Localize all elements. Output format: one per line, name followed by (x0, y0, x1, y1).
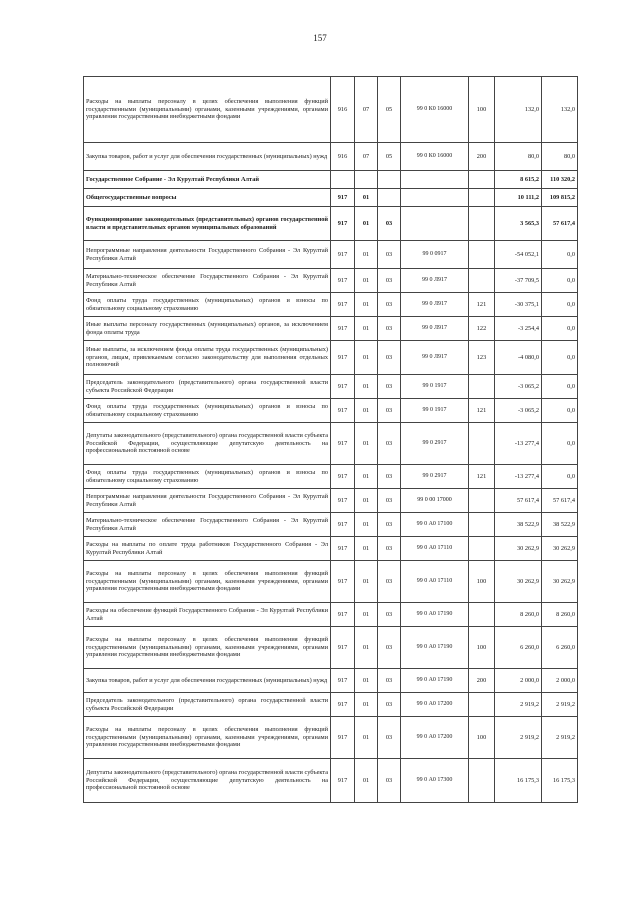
row-name: Депутаты законодательного (представительного) органа государственной власти субъекта Российской Федерации, осуществляющие депутатскую деятельность на профессиональной постоянной основе (84, 423, 331, 465)
row-subsection: 03 (378, 399, 401, 423)
row-amount-1: 30 262,9 (495, 537, 542, 561)
table-row (84, 603, 578, 627)
row-amount-1: 2 919,2 (495, 717, 542, 759)
row-name: Фонд оплаты труда государственных (муниципальных) органов и взносы по обязательному социальному страхованию (84, 465, 331, 489)
row-target-article: 99 0 1917 (401, 399, 469, 423)
row-target-article: 99 0 А0 17190 (401, 603, 469, 627)
row-subsection: 03 (378, 465, 401, 489)
row-subsection: 03 (378, 423, 401, 465)
row-amount-2: 132,0 (542, 77, 578, 143)
row-expense-type: 121 (469, 293, 495, 317)
row-expense-type (469, 489, 495, 513)
row-subsection: 03 (378, 627, 401, 669)
table-row (84, 269, 578, 293)
row-grbs: 917 (331, 423, 355, 465)
row-amount-1: -3 254,4 (495, 317, 542, 341)
row-expense-type (469, 693, 495, 717)
table-row (84, 537, 578, 561)
row-target-article: 99 0 А0 17300 (401, 759, 469, 803)
row-expense-type (469, 189, 495, 207)
row-expense-type: 121 (469, 399, 495, 423)
row-amount-1: 10 111,2 (495, 189, 542, 207)
row-amount-1: 6 260,0 (495, 627, 542, 669)
row-target-article: 99 0 К0 16000 (401, 143, 469, 171)
row-name: Расходы на выплаты персоналу в целях обеспечения выполнения функций государственными (муниципальными) органами, казенными учреждениями, органами управления государственными внебюджетными фондами (84, 561, 331, 603)
row-section: 01 (355, 489, 378, 513)
row-name: Фонд оплаты труда государственных (муниципальных) органов и взносы по обязательному социальному страхованию (84, 293, 331, 317)
row-grbs: 917 (331, 293, 355, 317)
budget-table-body (84, 77, 578, 803)
row-name: Общегосударственные вопросы (84, 189, 331, 207)
row-grbs: 917 (331, 561, 355, 603)
row-amount-1: -30 375,1 (495, 293, 542, 317)
row-section: 01 (355, 759, 378, 803)
row-amount-1: 38 522,9 (495, 513, 542, 537)
row-grbs: 917 (331, 603, 355, 627)
row-target-article: 99 0 Л917 (401, 293, 469, 317)
table-row (84, 317, 578, 341)
row-grbs: 917 (331, 317, 355, 341)
table-row (84, 293, 578, 317)
row-expense-type: 122 (469, 317, 495, 341)
row-target-article: 99 0 0917 (401, 241, 469, 269)
row-grbs: 917 (331, 717, 355, 759)
row-amount-2: 2 919,2 (542, 717, 578, 759)
table-row (84, 77, 578, 143)
row-amount-1: 132,0 (495, 77, 542, 143)
row-expense-type: 100 (469, 717, 495, 759)
row-grbs: 916 (331, 77, 355, 143)
row-expense-type (469, 241, 495, 269)
row-amount-2: 2 000,0 (542, 669, 578, 693)
table-row (84, 693, 578, 717)
row-name: Иные выплаты персоналу государственных (муниципальных) органов, за исключением фонда оплаты труда (84, 317, 331, 341)
row-section: 01 (355, 241, 378, 269)
table-row (84, 241, 578, 269)
row-target-article: 99 0 А0 17110 (401, 561, 469, 603)
row-subsection: 03 (378, 293, 401, 317)
row-section: 07 (355, 77, 378, 143)
row-expense-type: 100 (469, 561, 495, 603)
row-grbs: 917 (331, 465, 355, 489)
row-section: 01 (355, 423, 378, 465)
row-expense-type (469, 269, 495, 293)
row-subsection: 03 (378, 513, 401, 537)
row-target-article: 99 0 А0 17190 (401, 669, 469, 693)
table-row (84, 513, 578, 537)
row-target-article: 99 0 К0 16000 (401, 77, 469, 143)
row-amount-2: 30 262,9 (542, 537, 578, 561)
row-subsection: 03 (378, 241, 401, 269)
row-amount-2: 0,0 (542, 269, 578, 293)
row-subsection (378, 189, 401, 207)
row-name: Закупка товаров, работ и услуг для обеспечения государственных (муниципальных) нужд (84, 143, 331, 171)
row-target-article (401, 171, 469, 189)
row-subsection: 03 (378, 669, 401, 693)
row-amount-1: -13 277,4 (495, 423, 542, 465)
row-amount-2: 8 260,0 (542, 603, 578, 627)
row-subsection: 03 (378, 561, 401, 603)
row-expense-type (469, 171, 495, 189)
row-amount-2: 57 617,4 (542, 489, 578, 513)
row-section: 01 (355, 375, 378, 399)
row-subsection: 03 (378, 269, 401, 293)
row-name: Расходы на выплаты по оплате труда работников Государственного Собрания - Эл Курултай Республики Алтай (84, 537, 331, 561)
row-amount-1: 8 615,2 (495, 171, 542, 189)
table-row (84, 423, 578, 465)
row-section: 01 (355, 189, 378, 207)
table-row (84, 465, 578, 489)
row-amount-1: 30 262,9 (495, 561, 542, 603)
row-expense-type (469, 537, 495, 561)
row-name: Функционирование законодательных (представительных) органов государственной власти и представительных органов муниципальных образований (84, 207, 331, 241)
row-grbs: 917 (331, 669, 355, 693)
row-target-article: 99 0 Л917 (401, 341, 469, 375)
row-subsection: 05 (378, 143, 401, 171)
row-amount-2: 57 617,4 (542, 207, 578, 241)
row-subsection: 03 (378, 207, 401, 241)
row-amount-2: 0,0 (542, 341, 578, 375)
row-amount-2: 16 175,3 (542, 759, 578, 803)
row-amount-1: -3 065,2 (495, 375, 542, 399)
row-grbs (331, 171, 355, 189)
row-amount-1: 2 919,2 (495, 693, 542, 717)
row-grbs: 917 (331, 269, 355, 293)
row-amount-2: 6 260,0 (542, 627, 578, 669)
row-target-article: 99 0 00 17000 (401, 489, 469, 513)
row-subsection: 03 (378, 375, 401, 399)
row-section: 01 (355, 399, 378, 423)
row-grbs: 917 (331, 207, 355, 241)
row-target-article: 99 0 1917 (401, 375, 469, 399)
table-row (84, 627, 578, 669)
row-subsection: 03 (378, 693, 401, 717)
row-subsection: 03 (378, 317, 401, 341)
row-amount-1: 16 175,3 (495, 759, 542, 803)
row-amount-2: 110 320,2 (542, 171, 578, 189)
row-section: 01 (355, 693, 378, 717)
table-row (84, 561, 578, 603)
row-section: 01 (355, 465, 378, 489)
row-target-article: 99 0 Л917 (401, 269, 469, 293)
row-grbs: 917 (331, 341, 355, 375)
row-target-article: 99 0 А0 17110 (401, 537, 469, 561)
row-expense-type (469, 375, 495, 399)
row-expense-type: 121 (469, 465, 495, 489)
row-section: 01 (355, 561, 378, 603)
row-target-article: 99 0 2917 (401, 465, 469, 489)
row-section: 01 (355, 603, 378, 627)
row-section: 01 (355, 207, 378, 241)
row-amount-1: -4 080,0 (495, 341, 542, 375)
row-target-article: 99 0 Л917 (401, 317, 469, 341)
row-expense-type: 100 (469, 627, 495, 669)
row-name: Расходы на выплаты персоналу в целях обеспечения выполнения функций государственными (муниципальными) органами, казенными учреждениями, органами управления государственными внебюджетными фондами (84, 717, 331, 759)
row-section: 01 (355, 341, 378, 375)
row-subsection: 03 (378, 603, 401, 627)
row-grbs: 916 (331, 143, 355, 171)
row-expense-type: 123 (469, 341, 495, 375)
row-section: 01 (355, 513, 378, 537)
row-amount-1: 8 260,0 (495, 603, 542, 627)
table-row (84, 717, 578, 759)
row-name: Расходы на выплаты персоналу в целях обеспечения выполнения функций государственными (муниципальными) органами, казенными учреждениями, органами управления государственными внебюджетными фондами (84, 77, 331, 143)
row-subsection: 03 (378, 759, 401, 803)
row-subsection: 03 (378, 489, 401, 513)
row-amount-2: 38 522,9 (542, 513, 578, 537)
row-section: 01 (355, 627, 378, 669)
row-amount-1: 3 565,3 (495, 207, 542, 241)
row-section: 01 (355, 717, 378, 759)
row-name: Председатель законодательного (представительного) органа государственной власти субъекта Российской Федерации (84, 693, 331, 717)
row-grbs: 917 (331, 489, 355, 513)
row-amount-2: 109 815,2 (542, 189, 578, 207)
row-amount-1: 80,0 (495, 143, 542, 171)
row-grbs: 917 (331, 513, 355, 537)
row-grbs: 917 (331, 399, 355, 423)
row-grbs: 917 (331, 241, 355, 269)
row-target-article: 99 0 А0 17200 (401, 717, 469, 759)
row-section: 01 (355, 317, 378, 341)
table-row (84, 171, 578, 189)
row-target-article: 99 0 А0 17190 (401, 627, 469, 669)
row-subsection: 05 (378, 77, 401, 143)
row-name: Непрограммные направления деятельности Государственного Собрания - Эл Курултай Республики Алтай (84, 489, 331, 513)
row-target-article (401, 207, 469, 241)
row-section: 07 (355, 143, 378, 171)
row-expense-type: 200 (469, 143, 495, 171)
row-name: Депутаты законодательного (представительного) органа государственной власти субъекта Российской Федерации, осуществляющие депутатскую деятельность на профессиональной постоянной основе (84, 759, 331, 803)
row-name: Материально-техническое обеспечение Государственного Собрания - Эл Курултай Республики Алтай (84, 269, 331, 293)
row-grbs: 917 (331, 375, 355, 399)
row-amount-1: 2 000,0 (495, 669, 542, 693)
row-section: 01 (355, 537, 378, 561)
row-grbs: 917 (331, 189, 355, 207)
row-subsection: 03 (378, 341, 401, 375)
row-expense-type (469, 759, 495, 803)
row-target-article (401, 189, 469, 207)
table-row (84, 207, 578, 241)
table-row (84, 189, 578, 207)
row-amount-1: 57 617,4 (495, 489, 542, 513)
row-name: Расходы на обеспечение функций Государственного Собрания - Эл Курултай Республики Алтай (84, 603, 331, 627)
row-expense-type (469, 513, 495, 537)
row-section: 01 (355, 293, 378, 317)
row-amount-2: 0,0 (542, 423, 578, 465)
row-name: Иные выплаты, за исключением фонда оплаты труда государственных (муниципальных) органов, лицам, привлекаемым согласно законодательству для выполнения отдельных полномочий (84, 341, 331, 375)
row-grbs: 917 (331, 537, 355, 561)
row-amount-2: 2 919,2 (542, 693, 578, 717)
row-amount-2: 0,0 (542, 293, 578, 317)
row-target-article: 99 0 2917 (401, 423, 469, 465)
page-number: 157 (313, 33, 327, 43)
row-grbs: 917 (331, 759, 355, 803)
row-grbs: 917 (331, 693, 355, 717)
row-subsection: 03 (378, 717, 401, 759)
row-expense-type (469, 603, 495, 627)
row-expense-type: 200 (469, 669, 495, 693)
row-name: Председатель законодательного (представительного) органа государственной власти субъекта Российской Федерации (84, 375, 331, 399)
row-amount-2: 0,0 (542, 399, 578, 423)
row-section (355, 171, 378, 189)
row-target-article: 99 0 А0 17100 (401, 513, 469, 537)
row-section: 01 (355, 669, 378, 693)
row-amount-2: 0,0 (542, 317, 578, 341)
row-expense-type: 100 (469, 77, 495, 143)
row-section: 01 (355, 269, 378, 293)
row-grbs: 917 (331, 627, 355, 669)
table-row (84, 669, 578, 693)
row-subsection (378, 171, 401, 189)
row-amount-1: -54 052,1 (495, 241, 542, 269)
row-expense-type (469, 207, 495, 241)
row-name: Непрограммные направления деятельности Государственного Собрания - Эл Курултай Республики Алтай (84, 241, 331, 269)
row-amount-2: 30 262,9 (542, 561, 578, 603)
row-expense-type (469, 423, 495, 465)
row-name: Закупка товаров, работ и услуг для обеспечения государственных (муниципальных) нужд (84, 669, 331, 693)
row-amount-1: -37 709,5 (495, 269, 542, 293)
row-amount-1: -3 065,2 (495, 399, 542, 423)
table-row (84, 341, 578, 375)
row-name: Материально-техническое обеспечение Государственного Собрания - Эл Курултай Республики Алтай (84, 513, 331, 537)
row-amount-2: 0,0 (542, 241, 578, 269)
table-row (84, 759, 578, 803)
row-amount-2: 80,0 (542, 143, 578, 171)
row-target-article: 99 0 А0 17200 (401, 693, 469, 717)
table-row (84, 399, 578, 423)
table-row (84, 143, 578, 171)
table-row (84, 489, 578, 513)
row-amount-2: 0,0 (542, 465, 578, 489)
budget-table (83, 76, 578, 803)
row-amount-1: -13 277,4 (495, 465, 542, 489)
table-row (84, 375, 578, 399)
row-name: Расходы на выплаты персоналу в целях обеспечения выполнения функций государственными (муниципальными) органами, казенными учреждениями, органами управления государственными внебюджетными фондами (84, 627, 331, 669)
row-subsection: 03 (378, 537, 401, 561)
row-amount-2: 0,0 (542, 375, 578, 399)
row-name: Фонд оплаты труда государственных (муниципальных) органов и взносы по обязательному социальному страхованию (84, 399, 331, 423)
row-name: Государственное Собрание - Эл Курултай Республики Алтай (84, 171, 331, 189)
